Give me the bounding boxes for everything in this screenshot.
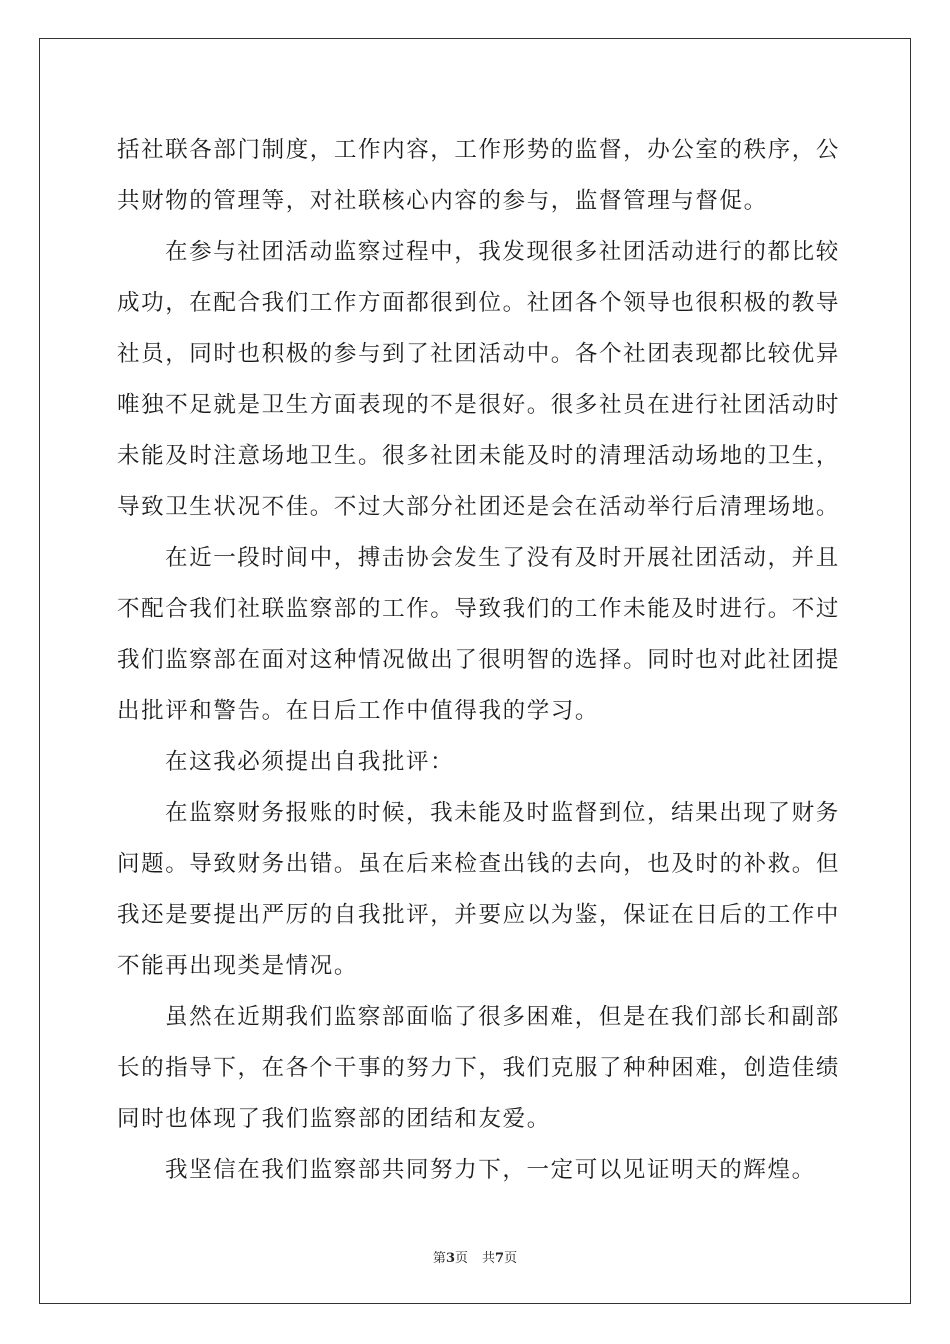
text-line: 我们监察部在面对这种情况做出了很明智的选择。同时也对此社团提 xyxy=(117,647,841,673)
text-line: 导致卫生状况不佳。不过大部分社团还是会在活动举行后清理场地。 xyxy=(117,494,841,520)
total-suffix: 页 xyxy=(504,1251,518,1266)
text-line: 社员，同时也积极的参与到了社团活动中。各个社团表现都比较优异 xyxy=(117,341,841,367)
total-prefix: 共 xyxy=(482,1251,496,1266)
text-line: 我坚信在我们监察部共同努力下，一定可以见证明天的辉煌。 xyxy=(165,1157,816,1183)
text-line: 共财物的管理等，对社联核心内容的参与，监督管理与督促。 xyxy=(117,188,768,214)
text-line: 问题。导致财务出错。虽在后来检查出钱的去向，也及时的补救。但 xyxy=(117,851,841,877)
page-suffix: 页 xyxy=(454,1251,468,1266)
document-body xyxy=(117,125,841,1196)
text-line: 唯独不足就是卫生方面表现的不是很好。很多社员在进行社团活动时 xyxy=(117,392,841,418)
text-line: 在这我必须提出自我批评： xyxy=(165,749,455,775)
text-line: 不能再出现类是情况。 xyxy=(117,953,359,979)
text-line: 成功，在配合我们工作方面都很到位。社团各个领导也很积极的教导 xyxy=(117,290,841,316)
text-line: 在参与社团活动监察过程中，我发现很多社团活动进行的都比较 xyxy=(165,239,840,265)
text-line: 出批评和警告。在日后工作中值得我的学习。 xyxy=(117,698,600,724)
page-number: 3 xyxy=(445,1251,455,1266)
text-line: 长的指导下，在各个干事的努力下，我们克服了种种困难，创造佳绩 xyxy=(117,1055,841,1081)
text-line: 在监察财务报账的时候，我未能及时监督到位，结果出现了财务 xyxy=(165,800,840,826)
text-line: 同时也体现了我们监察部的团结和友爱。 xyxy=(117,1106,551,1132)
page-footer xyxy=(0,1247,950,1266)
text-line: 我还是要提出严厉的自我批评，并要应以为鉴，保证在日后的工作中 xyxy=(117,902,841,928)
text-line: 在近一段时间中，搏击协会发生了没有及时开展社团活动，并且 xyxy=(165,545,840,571)
text-line: 虽然在近期我们监察部面临了很多困难，但是在我们部长和副部 xyxy=(165,1004,840,1030)
text-line: 括社联各部门制度，工作内容，工作形势的监督，办公室的秩序，公 xyxy=(117,137,841,163)
total-pages: 7 xyxy=(495,1251,505,1266)
text-line: 未能及时注意场地卫生。很多社团未能及时的清理活动场地的卫生， xyxy=(117,443,841,469)
page-prefix: 第 xyxy=(432,1251,446,1266)
text-line: 不配合我们社联监察部的工作。导致我们的工作未能及时进行。不过 xyxy=(117,596,841,622)
